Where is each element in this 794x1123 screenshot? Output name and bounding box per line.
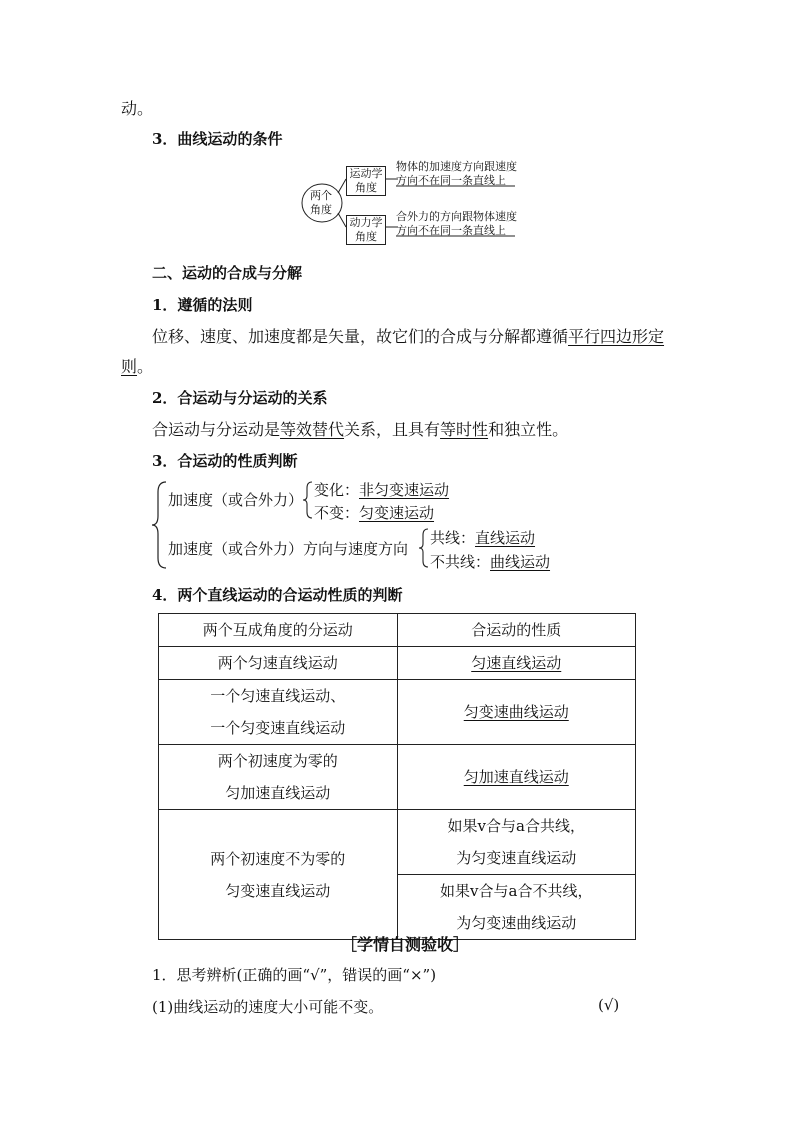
rule-text-b: 平行四边形定: [568, 327, 665, 346]
judge-collinear: [430, 527, 535, 548]
row3-right-text: 匀加速直线运动: [463, 768, 569, 786]
row1-right: [397, 647, 636, 680]
relation-c: 关系，且具有: [344, 420, 441, 439]
judge-acc: 加速度（或合外力）: [168, 491, 304, 509]
question-intro: 1．思考辨析(正确的画“√”，错误的画“×”): [152, 966, 437, 984]
row3-left-line1: 两个初速度为零的: [217, 752, 338, 770]
center-line-1: 两个: [310, 189, 332, 202]
noncollinear-value: 曲线运动: [490, 553, 551, 571]
row1-left: 两个匀速直线运动: [159, 647, 398, 680]
row4-right-1-line2: 为匀变速直线运动: [456, 849, 577, 867]
kin-text-line-2: 方向不在同一条直线上: [396, 174, 506, 187]
diagram-center-label: [310, 189, 332, 217]
row4-left: [159, 810, 398, 940]
header-cell-1: 两个互成角度的分运动: [159, 614, 398, 647]
judge-nochange: [314, 502, 434, 523]
continued-text: 动。: [121, 99, 154, 118]
row4-right-1-line1: 如果v合与a合共线，: [447, 817, 585, 835]
row1-right-text: 匀速直线运动: [471, 654, 562, 672]
row4-right-1: [397, 810, 636, 875]
dyn-box-line-1: 动力学: [349, 216, 383, 229]
dyn-text-line-1: 合外力的方向跟物体速度: [396, 210, 517, 223]
section-two-title: 二、运动的合成与分解: [152, 264, 303, 282]
row4-left-line2: 匀变速直线运动: [225, 881, 331, 900]
rule-text-line-2: [121, 354, 153, 377]
center-line-2: 角度: [310, 203, 332, 216]
rule-text-c: 则: [121, 357, 138, 376]
dyn-box-line-2: 角度: [355, 230, 377, 243]
question-1-answer: (√): [598, 996, 620, 1014]
row3-left: [159, 745, 398, 810]
row4-right-2-line1: 如果v合与a合不共线，: [440, 882, 593, 900]
motion-properties-table: [158, 613, 636, 940]
relation-b: 等效替代: [280, 420, 345, 439]
nochange-label: 不变：: [314, 504, 360, 522]
rule-text-line-1: [152, 324, 664, 347]
row2-right: [397, 680, 636, 745]
kinematics-box: [346, 166, 386, 196]
table-row: [159, 680, 636, 745]
small-brace-2: [418, 527, 430, 569]
noncollinear-label: 不共线：: [430, 553, 491, 571]
row2-left: [159, 680, 398, 745]
relation-a: 合运动与分运动是: [152, 420, 281, 439]
row2-right-text: 匀变速曲线运动: [463, 703, 569, 721]
table-row: [159, 745, 636, 810]
change-label: 变化：: [314, 481, 360, 499]
table-row: [159, 647, 636, 680]
kin-box-line-1: 运动学: [349, 167, 383, 180]
relation-d: 等时性: [440, 420, 489, 439]
kinematics-text: [396, 160, 517, 188]
judge-noncollinear: [430, 551, 550, 572]
row3-left-line2: 匀加速直线运动: [225, 784, 331, 802]
row2-left-line2: 一个匀变速直线运动: [210, 719, 346, 737]
judge-title: 3．合运动的性质判断: [152, 452, 298, 470]
relation-e: 和独立性。: [488, 420, 569, 439]
judge-acc-dir: 加速度（或合外力）方向与速度方向: [168, 540, 409, 558]
header-cell-2: 合运动的性质: [397, 614, 636, 647]
dynamics-text: [396, 210, 517, 238]
nochange-value: 匀变速运动: [359, 504, 435, 522]
judge-change: [314, 479, 449, 500]
collinear-label: 共线：: [430, 529, 476, 547]
row4-right-2: [397, 875, 636, 940]
relation-text: [152, 417, 568, 440]
rule-text-d: 。: [137, 357, 154, 376]
relation-title: 2．合运动与分运动的关系: [152, 389, 328, 407]
rule-title: 1．遵循的法则: [152, 296, 253, 314]
collinear-value: 直线运动: [475, 529, 536, 547]
table-row: [159, 810, 636, 875]
row4-right-2-line2: 为匀变速曲线运动: [456, 914, 577, 932]
row4-left-line1: 两个初速度不为零的: [210, 849, 346, 868]
self-check-banner: ［学情自测验收］: [341, 935, 470, 954]
section-3-title: 3．曲线运动的条件: [152, 130, 283, 148]
row2-left-line1: 一个匀速直线运动、: [210, 687, 346, 705]
change-value: 非匀变速运动: [359, 481, 450, 499]
table-header-row: [159, 614, 636, 647]
question-1: (1)曲线运动的速度大小可能不变。: [152, 998, 384, 1016]
row3-right: [397, 745, 636, 810]
dyn-text-line-2: 方向不在同一条直线上: [396, 224, 506, 237]
rule-text-a: 位移、速度、加速度都是矢量，故它们的合成与分解都遵循: [152, 327, 569, 346]
kin-box-line-2: 角度: [355, 181, 377, 194]
small-brace-1: [302, 480, 314, 520]
dynamics-box: [346, 215, 386, 245]
big-brace: [150, 480, 170, 570]
table-title: 4．两个直线运动的合运动性质的判断: [152, 586, 403, 604]
kin-text-line-1: 物体的加速度方向跟速度: [396, 160, 517, 173]
